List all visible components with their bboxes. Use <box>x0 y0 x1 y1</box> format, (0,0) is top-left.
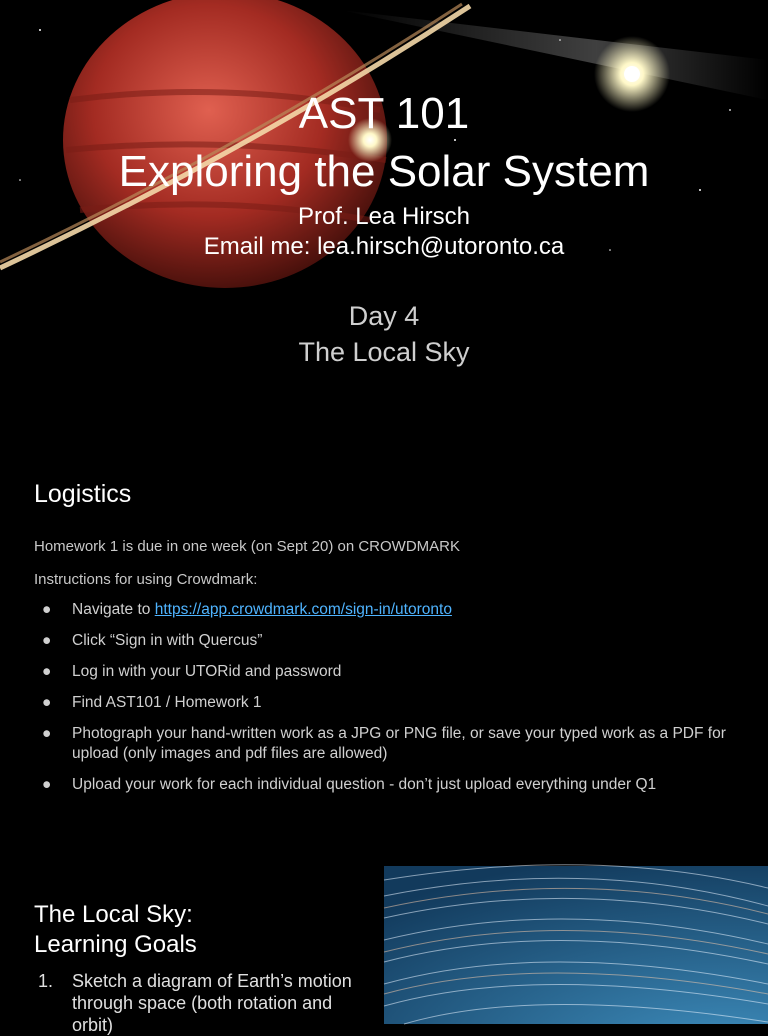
crowdmark-link[interactable]: https://app.crowdmark.com/sign-in/utoronto <box>154 601 452 618</box>
list-item <box>34 970 354 1036</box>
homework-note: Homework 1 is due in one week (on Sept 20) on CROWDMARK <box>34 538 461 555</box>
instructions-intro: Instructions for using Crowdmark: <box>34 571 258 588</box>
goal-number: 1. <box>38 971 54 991</box>
step-text: Find AST101 / Homework 1 <box>72 694 262 711</box>
step-text: Photograph your hand-written work as a JPG or PNG file, or save your typed work as a PDF for upload (only images and pdf files are allowed) <box>72 725 726 762</box>
goals-heading <box>34 900 197 960</box>
logistics-heading: Logistics <box>34 480 132 508</box>
bullet-icon: ● <box>42 663 52 680</box>
list-item <box>34 662 734 682</box>
list-item <box>34 775 734 795</box>
bullet-icon: ● <box>42 632 52 649</box>
goals-heading-line2: Learning Goals <box>34 931 197 958</box>
professor-email: Email me: lea.hirsch@utoronto.ca <box>203 233 565 260</box>
bullet-icon: ● <box>42 694 52 711</box>
goal-text: Sketch a diagram of Earth’s motion through space (both rotation and orbit) <box>72 971 352 1035</box>
list-item <box>34 600 734 620</box>
learning-goals-slide <box>0 848 768 1035</box>
step-text: Log in with your UTORid and password <box>72 663 342 680</box>
bullet-icon: ● <box>42 601 52 618</box>
bullet-icon: ● <box>42 776 52 793</box>
title-slide <box>0 0 768 432</box>
list-item <box>34 631 734 651</box>
star-trails-image <box>384 866 768 1024</box>
course-code: AST 101 <box>298 89 470 138</box>
list-item <box>34 724 734 764</box>
logistics-slide <box>0 440 768 840</box>
list-item <box>34 693 734 713</box>
step-text: Upload your work for each individual question - don’t just upload everything under Q1 <box>72 776 657 793</box>
course-title: Exploring the Solar System <box>118 147 650 196</box>
day-label: Day 4 <box>348 301 420 331</box>
navigate-prefix: Navigate to <box>72 601 155 618</box>
instruction-list <box>34 600 734 806</box>
professor-name: Prof. Lea Hirsch <box>297 203 471 230</box>
bullet-icon: ● <box>42 725 52 742</box>
goals-heading-line1: The Local Sky: <box>34 901 193 928</box>
goals-list <box>34 970 354 1036</box>
step-text: Click “Sign in with Quercus” <box>72 632 263 649</box>
topic-label: The Local Sky <box>298 337 470 367</box>
